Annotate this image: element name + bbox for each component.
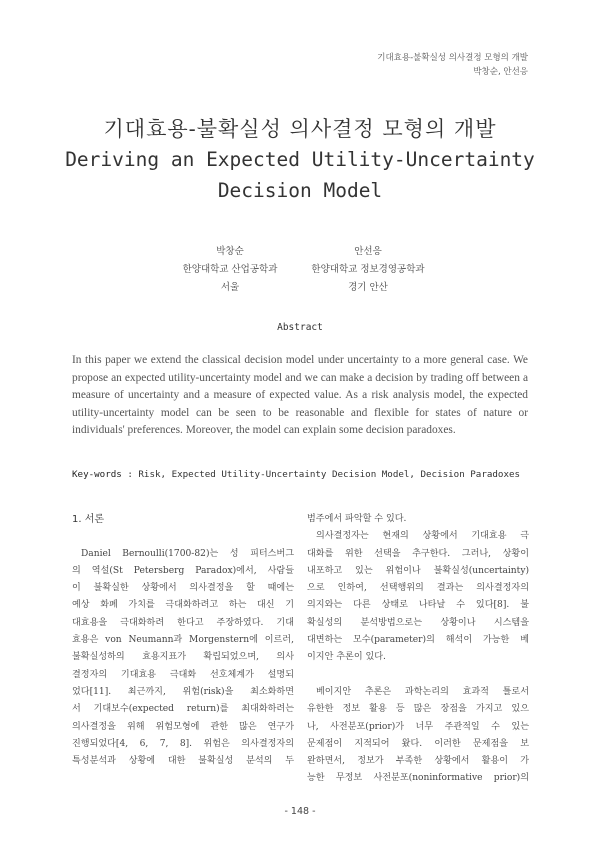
running-header-authors: 박창순, 안선응 (473, 67, 528, 77)
author-affiliation: 한양대학교 정보경영공학과 (311, 264, 425, 275)
body-line: 이지안 추론이 있다. (307, 652, 386, 663)
body-line: 으로 인하여, 선택행위의 결과는 의사결정자의 (307, 583, 529, 594)
body-line: 내포하고 있는 위험이나 불확실성(uncertainty) (307, 565, 529, 576)
author-location: 경기 안산 (348, 282, 388, 293)
body-line: 의사결정을 위해 위험모형에 관한 많은 연구가 (72, 721, 294, 732)
body-column-right (307, 511, 529, 788)
keywords-label: Key-words (72, 469, 122, 480)
body-line: 대변하는 모수(parameter)의 해석이 가능한 베 (307, 635, 529, 646)
body-line: 범주에서 파악할 수 있다. (307, 514, 407, 524)
body-line: 완하면서, 정보가 부족한 상황에서 활용이 가 (307, 756, 529, 767)
body-line: 유한한 정보 활용 등 많은 장점을 가지고 있으 (307, 704, 529, 715)
author-affiliation: 한양대학교 산업공학과 (182, 264, 278, 275)
paper-title-english-line1: Deriving an Expected Utility-Uncertainty (65, 148, 535, 171)
body-line: 예상 화폐 가치를 극대화하려고 하는 대신 기 (72, 600, 294, 611)
body-line: 대화를 위한 선택을 추구한다. 그러나, 상황이 (307, 548, 529, 559)
body-line: 결정자의 기대효용 극대화 선호체계가 설명되 (72, 669, 294, 680)
running-header (377, 51, 528, 79)
body-line: 의 역설(St Petersberg Paradox)에서, 사람들 (72, 565, 294, 576)
body-line: 베이지안 추론은 과학논리의 효과적 틀로서 (316, 686, 529, 697)
body-column-left (72, 511, 294, 770)
body-line: 의지와는 다른 상태로 나타날 수 있다[8]. 불 (307, 600, 529, 611)
body-line: Daniel Bernoulli(1700-82)는 성 피터스버그 (81, 548, 294, 559)
page-number: - 148 - (284, 806, 316, 817)
section-heading: 1. 서론 (72, 514, 105, 525)
author-block-1 (150, 243, 310, 297)
paper-title-english (0, 144, 600, 206)
body-line: 능한 무정보 사전분포(noninformative prior)의 (307, 773, 529, 784)
body-line: 었다[11]. 최근까지, 위험(risk)을 최소화하면 (72, 686, 294, 697)
keywords-text: : Risk, Expected Utility-Uncertainty Decision Model, Decision Paradoxes (121, 469, 521, 480)
body-line: 문제점이 지적되어 왔다. 이러한 문제점을 보 (307, 738, 529, 749)
body-line: 서 기대보수(expected return)를 최대화하려는 (72, 704, 294, 715)
body-line: 효용은 von Neumann과 Morgenstern에 이르러, (72, 635, 294, 646)
author-location: 서울 (220, 282, 240, 293)
author-name: 박창순 (216, 246, 244, 257)
body-line: 대효용을 극대화하려 한다고 주장하였다. 기대 (72, 617, 294, 628)
body-line: 특성분석과 상황에 대한 불확실성 분석의 두 (72, 756, 294, 767)
author-name: 안선응 (354, 246, 382, 257)
author-block-2 (288, 243, 448, 297)
body-line: 진행되었다[4, 6, 7, 8]. 위험은 의사결정자의 (72, 738, 294, 749)
body-line: 확실성의 분석방법으로는 상황이나 시스템을 (307, 617, 529, 628)
body-line: 의사결정자는 현재의 상황에서 기대효용 극 (316, 531, 529, 542)
body-line: 나, 사전분포(prior)가 너무 주관적일 수 있는 (307, 721, 529, 732)
body-line: 이 불확실한 상황에서 의사결정을 할 때에는 (72, 583, 294, 594)
body-line: 불확실성하의 효용지표가 확립되었으며, 의사 (72, 652, 294, 663)
paragraph-spacer (72, 528, 294, 545)
paragraph-spacer (307, 667, 529, 684)
running-header-title: 기대효용-불확실성 의사결정 모형의 개발 (377, 53, 528, 63)
abstract-heading: Abstract (277, 322, 323, 333)
paper-title-korean: 기대효용-불확실성 의사결정 모형의 개발 (103, 117, 497, 141)
keywords-line (72, 469, 520, 480)
paper-title-english-line2: Decision Model (217, 179, 383, 202)
abstract-text: In this paper we extend the classical decision model under uncertainty to a more general case. We propose an expected utility-uncertainty model and we can make a decision by trading off between a measure of uncertainty and a measure of expected value. As a risk analysis model, the expected utility-uncertainty model can be seen to be reasonable and flexible for states of nature or individuals' preferences. Moreover, the model can explain some decision paradoxes. (72, 354, 528, 437)
